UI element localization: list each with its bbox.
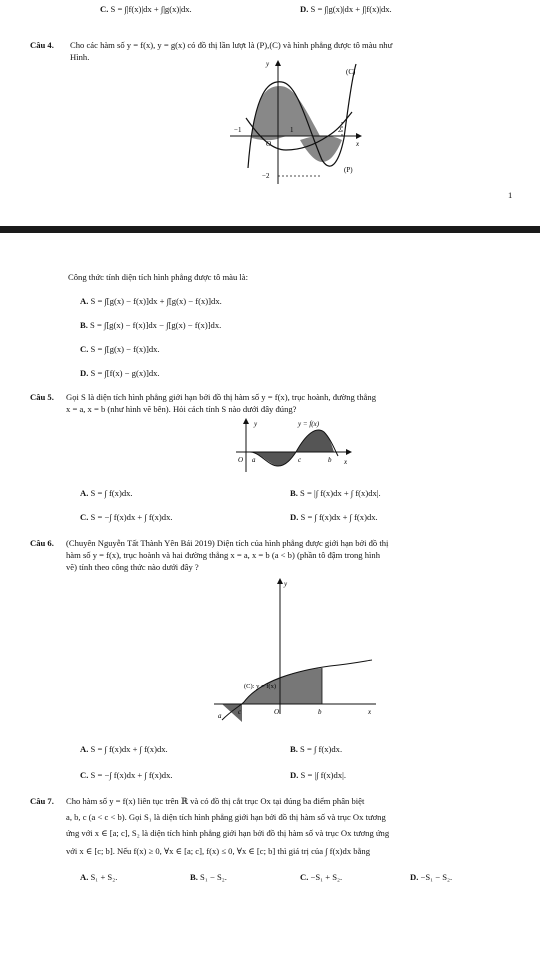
option-label: B.: [290, 488, 298, 498]
option-label: B.: [80, 320, 88, 330]
question-4-graph: [220, 58, 370, 190]
option-text: S = −∫ f(x)dx + ∫ f(x)dx.: [90, 512, 173, 522]
page-number: 1: [508, 190, 513, 200]
option-text: S = ∫|f(x)|dx + ∫|g(x)|dx.: [110, 4, 192, 14]
option-label: B.: [290, 744, 298, 754]
question-4-prompt: Công thức tính diện tích hình phẳng được tô màu là:: [68, 272, 248, 282]
label-c: (C): [346, 68, 356, 76]
label-o: O: [274, 708, 280, 716]
option-label: A.: [80, 744, 89, 754]
question-7-option-a[interactable]: [80, 872, 117, 883]
x-axis-arrow: [346, 449, 352, 455]
label-c: c: [298, 456, 302, 464]
question-5-graph: [220, 416, 360, 476]
tick-2: 2: [338, 126, 342, 134]
question-7-number: Câu 7.: [30, 796, 54, 806]
question-4-line2: Hình.: [70, 52, 90, 62]
question-6-line1: (Chuyên Nguyễn Tất Thành Yên Bái 2019) Diện tích của hình phẳng được giới hạn bởi đồ thị: [66, 538, 389, 548]
tick-1: 1: [290, 126, 294, 134]
option-text: −S₁ + S₂.: [310, 872, 343, 882]
question-5-number: Câu 5.: [30, 392, 54, 402]
option-d-prev: [300, 4, 392, 15]
option-label: D.: [300, 4, 309, 14]
option-text: S = ∫ f(x)dx + ∫ f(x)dx.: [90, 744, 168, 754]
option-label: A.: [80, 872, 89, 882]
label-x: x: [344, 458, 348, 466]
question-7-option-c[interactable]: [300, 872, 342, 883]
question-7-line3: ứng với x ∈ [a; c], S₂ là diện tích hình phẳng giới hạn bởi đồ thị hàm số và trục Ox tương ứng: [66, 828, 390, 838]
option-text: S = ∫ f(x)dx + ∫ f(x)dx.: [300, 512, 378, 522]
label-x: x: [356, 140, 360, 148]
question-5-option-c[interactable]: [80, 512, 173, 523]
x-axis-arrow: [356, 133, 362, 139]
y-axis-arrow: [243, 418, 249, 424]
label-c: (C): y = f(x): [244, 683, 277, 690]
tick-o: O: [266, 140, 272, 148]
option-label: C.: [80, 770, 89, 780]
question-4-option-b[interactable]: [80, 320, 221, 331]
question-6-line2: hàm số y = f(x), trục hoành và hai đường thẳng x = a, x = b (a < b) (phần tô đậm trong hình: [66, 550, 381, 560]
question-4-number: Câu 4.: [30, 40, 54, 50]
option-label: C.: [80, 344, 89, 354]
option-text: S = ∫ f(x)dx.: [90, 488, 133, 498]
question-7-line4: với x ∈ [c; b]. Nếu f(x) ≥ 0, ∀x ∈ [a; c], f(x) ≤ 0, ∀x ∈ [c; b] thì giá trị của ∫ f(x)dx bằng: [66, 846, 370, 856]
option-c-prev: [100, 4, 192, 15]
page-divider: [0, 226, 540, 233]
question-7-line1: Cho hàm số y = f(x) liên tục trên ℝ và có đồ thị cắt trục Ox tại đúng ba điểm phân biệt: [66, 796, 365, 806]
option-text: S = |∫ f(x)dx + ∫ f(x)dx|.: [300, 488, 381, 498]
option-text: S₁ − S₂.: [200, 872, 227, 882]
question-6-option-a[interactable]: [80, 744, 168, 755]
question-4-line1: Cho các hàm số y = f(x), y = g(x) có đồ thị lần lượt là (P),(C) và hình phẳng được tô màu như: [70, 40, 393, 50]
option-label: D.: [290, 512, 299, 522]
question-7-option-d[interactable]: [410, 872, 452, 883]
question-5-line1: Gọi S là diện tích hình phẳng giới hạn bởi đồ thị hàm số y = f(x), trục hoành, đường thẳng: [66, 392, 377, 402]
option-text: S₁ + S₂.: [90, 872, 118, 882]
option-label: B.: [190, 872, 198, 882]
question-6-graph: [200, 574, 380, 724]
option-text: S = ∫|g(x)|dx + ∫|f(x)|dx.: [310, 4, 392, 14]
label-p: (P): [344, 166, 353, 174]
option-label: A.: [80, 296, 89, 306]
label-b: b: [318, 708, 322, 716]
option-text: S = ∫ f(x)dx.: [300, 744, 343, 754]
shaded-above: [296, 430, 334, 452]
option-text: S = ∫[g(x) − f(x)]dx − ∫[g(x) − f(x)]dx.: [90, 320, 222, 330]
tick-neg2: −2: [262, 172, 270, 180]
question-6-option-c[interactable]: [80, 770, 173, 781]
option-text: S = −∫ f(x)dx + ∫ f(x)dx.: [90, 770, 173, 780]
question-7-line2: a, b, c (a < c < b). Gọi S₁ là diện tích hình phẳng giới hạn bởi đồ thị hàm số và trục Ox tương: [66, 812, 386, 822]
option-label: C.: [300, 872, 309, 882]
question-4-option-d[interactable]: [80, 368, 160, 379]
question-4-option-c[interactable]: [80, 344, 160, 355]
question-6-line3: vẽ) tính theo công thức nào dưới đây ?: [66, 562, 199, 572]
label-fx: y = f(x): [298, 420, 320, 428]
option-label: A.: [80, 488, 89, 498]
option-text: S = ∫[g(x) − f(x)]dx.: [90, 344, 160, 354]
question-5-option-d[interactable]: [290, 512, 378, 523]
question-5-line2: x = a, x = b (như hình vẽ bên). Hỏi cách tính S nào dưới đây đúng?: [66, 404, 297, 414]
label-a: a: [252, 456, 256, 464]
label-a: a: [218, 712, 222, 720]
label-x: x: [368, 708, 372, 716]
label-y: y: [284, 580, 288, 588]
question-5-option-b[interactable]: [290, 488, 381, 499]
label-c-point: c: [238, 708, 242, 716]
y-axis-arrow: [275, 60, 281, 66]
question-6-option-b[interactable]: [290, 744, 342, 755]
y-axis-arrow: [277, 578, 283, 584]
option-label: D.: [290, 770, 299, 780]
option-text: S = ∫[f(x) − g(x)]dx.: [90, 368, 160, 378]
option-text: S = |∫ f(x)dx|.: [300, 770, 347, 780]
question-5-option-a[interactable]: [80, 488, 133, 499]
question-7-option-b[interactable]: [190, 872, 227, 883]
option-label: C.: [80, 512, 89, 522]
question-4-option-a[interactable]: [80, 296, 222, 307]
option-label: D.: [80, 368, 89, 378]
option-label: C.: [100, 4, 109, 14]
label-b: b: [328, 456, 332, 464]
question-6-option-d[interactable]: [290, 770, 346, 781]
option-text: −S₁ − S₂.: [420, 872, 453, 882]
option-label: D.: [410, 872, 419, 882]
question-6-number: Câu 6.: [30, 538, 54, 548]
label-y: y: [266, 60, 270, 68]
tick-neg1: −1: [234, 126, 242, 134]
label-y: y: [254, 420, 258, 428]
option-text: S = ∫[g(x) − f(x)]dx + ∫[g(x) − f(x)]dx.: [90, 296, 222, 306]
label-o: O: [238, 456, 244, 464]
